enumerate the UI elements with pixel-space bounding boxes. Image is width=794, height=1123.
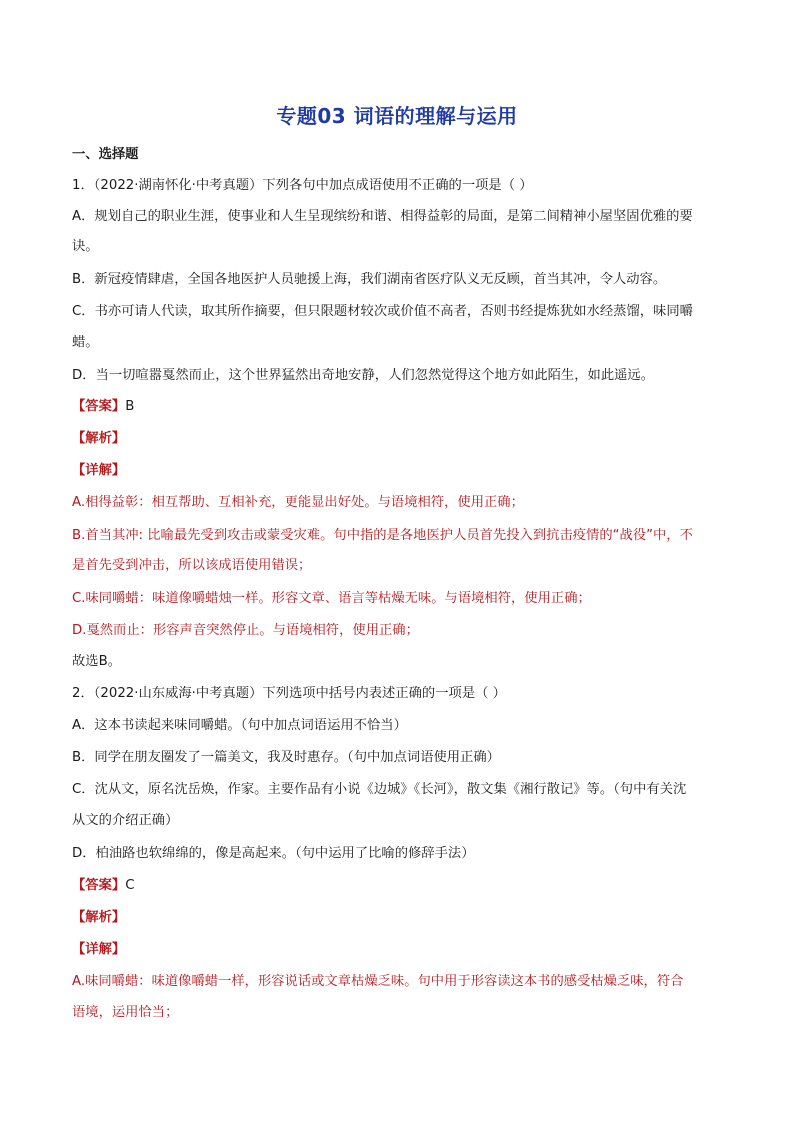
q1-explanation-a: A.相得益彰：相互帮助、互相补充，更能显出好处。与语境相符，使用正确； bbox=[72, 495, 524, 510]
q1-conclusion: 故选B。 bbox=[72, 654, 122, 669]
q1-option-d: D．当一切喧嚣戛然而止，这个世界猛然出奇地安静，人们忽然觉得这个地方如此陌生，如此遥远。 bbox=[72, 368, 655, 383]
q1-option-c: C．书亦可请人代读，取其所作摘要，但只限题材较次或价值不高者，否则书经提炼犹如水经蒸馏，味同嚼 bbox=[72, 304, 693, 319]
q1-explanation-c: C.味同嚼蜡：味道像嚼蜡烛一样。形容文章、语言等枯燥无味。与语境相符，使用正确； bbox=[72, 591, 591, 606]
q1-stem: 1．（2022·湖南怀化·中考真题）下列各句中加点成语使用不正确的一项是（ ） bbox=[72, 178, 533, 193]
q1-analysis-label: 【解析】 bbox=[72, 431, 126, 446]
q2-answer bbox=[72, 876, 727, 896]
answer-label: 【答案】 bbox=[72, 399, 126, 414]
q1-explanation-b-cont: 是首先受到冲击，所以该成语使用错误； bbox=[72, 558, 312, 573]
q2-explanation-a: A.味同嚼蜡：味道像嚼蜡一样，形容说话或文章枯燥乏味。句中用于形容读这本书的感受枯燥乏味，符合 bbox=[72, 974, 684, 989]
q2-stem: 2．（2022·山东威海·中考真题）下列选项中括号内表述正确的一项是（ ） bbox=[72, 686, 506, 701]
q2-option-c-cont: 从文的介绍正确） bbox=[72, 813, 179, 828]
q2-option-c: C．沈从文，原名沈岳焕，作家。主要作品有小说《边城》《长河》，散文集《湘行散记》等。（句中有关沈 bbox=[72, 782, 687, 797]
q1-option-b: B．新冠疫情肆虐，全国各地医护人员驰援上海，我们湖南省医疗队义无反顾，首当其冲，令人动容。 bbox=[72, 272, 667, 287]
q1-option-a: A．规划自己的职业生涯，使事业和人生呈现缤纷和谐、相得益彰的局面，是第二间精神小屋坚固优雅的要 bbox=[72, 209, 693, 224]
q2-option-d: D．柏油路也软绵绵的，像是高起来。（句中运用了比喻的修辞手法） bbox=[72, 846, 475, 861]
q1-option-c-cont: 蜡。 bbox=[72, 335, 99, 350]
q1-answer bbox=[72, 397, 727, 417]
q1-explanation-d: D.戛然而止：形容声音突然停止。与语境相符，使用正确； bbox=[72, 623, 419, 638]
q1-explanation-b: B.首当其冲: 比喻最先受到攻击或蒙受灾难。句中指的是各地医护人员首先投入到抗击疫情的“战役”中，不 bbox=[72, 528, 693, 543]
answer-value: B bbox=[125, 399, 135, 414]
q2-analysis-label: 【解析】 bbox=[72, 910, 126, 925]
answer-value: C bbox=[125, 878, 135, 893]
q2-explanation-a-cont: 语境，运用恰当； bbox=[72, 1005, 179, 1020]
q1-detail-label: 【详解】 bbox=[72, 463, 126, 478]
q2-detail-label: 【详解】 bbox=[72, 942, 126, 957]
section-heading: 一、选择题 bbox=[72, 147, 139, 162]
page-title: 专题03 词语的理解与运用 bbox=[276, 104, 518, 128]
q2-option-a: A．这本书读起来味同嚼蜡。（句中加点词语运用不恰当） bbox=[72, 718, 407, 733]
q2-option-b: B．同学在朋友圈发了一篇美文，我及时惠存。（句中加点词语使用正确） bbox=[72, 750, 500, 765]
q1-option-a-cont: 诀。 bbox=[72, 239, 99, 254]
answer-label: 【答案】 bbox=[72, 878, 126, 893]
